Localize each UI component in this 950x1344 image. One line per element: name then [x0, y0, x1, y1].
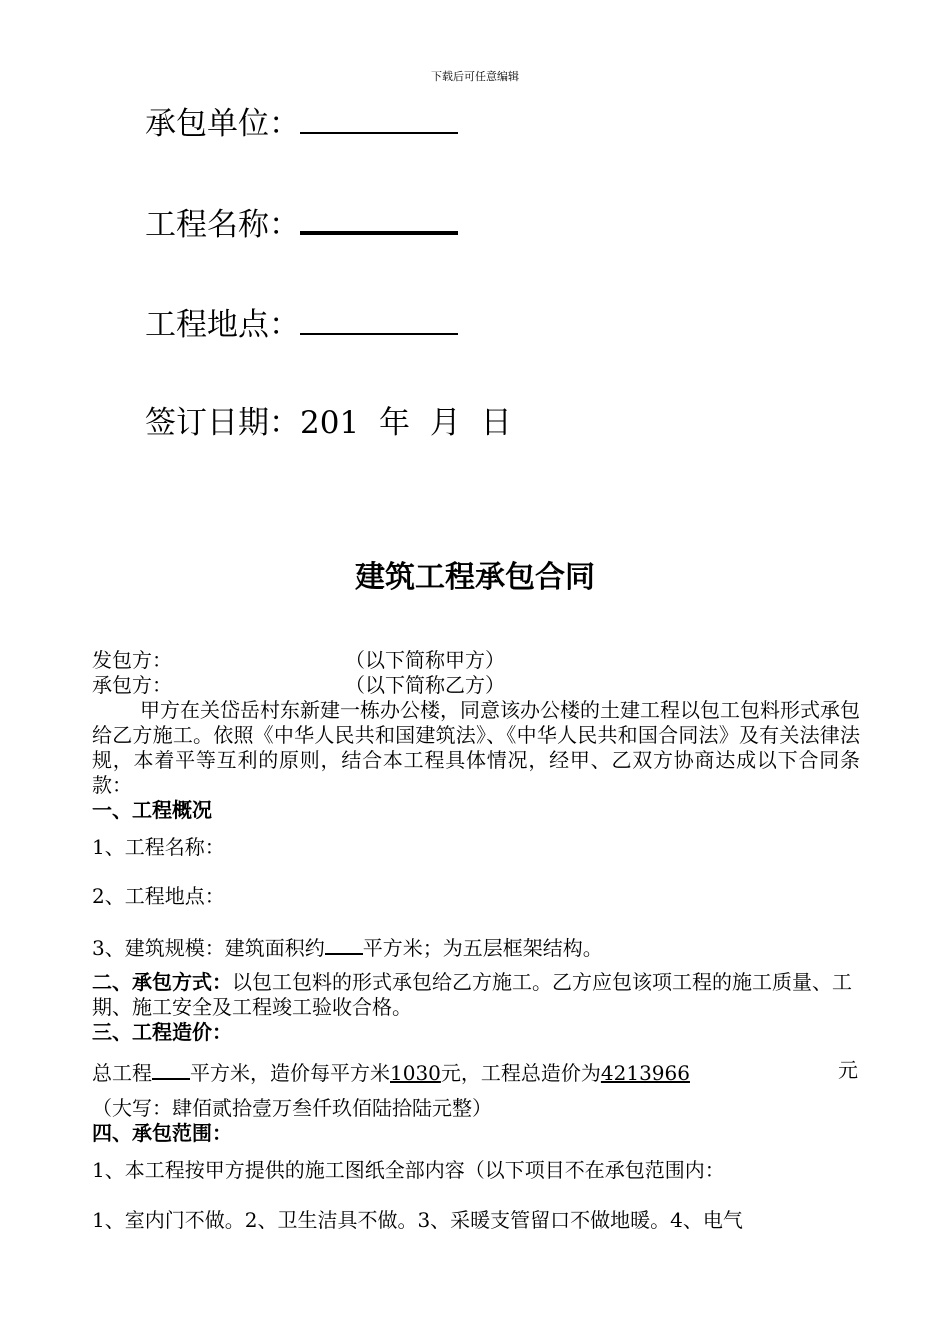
section1-item3-suffix: 平方米；为五层框架结构。 — [362, 936, 603, 960]
section3-price-line — [92, 1058, 731, 1086]
cover-project-name-blank — [300, 205, 458, 235]
employer-note: （以下简称甲方） — [345, 648, 505, 672]
section1-heading: 一、工程概况 — [92, 798, 212, 822]
area-blank — [325, 933, 363, 955]
cover-project-location-line — [145, 305, 458, 345]
document-title: 建筑工程承包合同 — [355, 560, 595, 595]
section2-heading: 二、承包方式： — [92, 970, 232, 994]
intro-paragraph: 甲方在关岱岳村东新建一栋办公楼，同意该办公楼的土建工程以包工包料形式承包给乙方施工。依照《中华人民共和国建筑法》、《中华人民共和国合同法》及有关法律法规，本着平等互利的原则，结合本工程具体情况，经甲、乙双方协商达成以下合同条款： — [92, 698, 860, 797]
section4-heading: 四、承包范围： — [92, 1121, 232, 1145]
cover-project-location-label: 工程地点： — [145, 307, 300, 343]
employer-label: 发包方： — [92, 648, 172, 672]
section1-item2: 2、工程地点： — [92, 884, 225, 908]
cover-sign-date: 签订日期：201 年 月 日 — [145, 405, 512, 441]
contractor-label: 承包方： — [92, 673, 172, 697]
section4-item1: 1、本工程按甲方提供的施工图纸全部内容（以下项目不在承包范围内： — [92, 1158, 725, 1182]
header-note: 下载后可任意编辑 — [431, 70, 519, 83]
section3-line-mid2: 元，工程总造价为 — [440, 1061, 601, 1085]
cover-contractor-label: 承包单位： — [145, 106, 300, 142]
unit-price: 1030 — [390, 1061, 441, 1085]
section1-item1: 1、工程名称： — [92, 835, 225, 859]
total-area-blank — [152, 1058, 190, 1080]
section3-line-mid1: 平方米，造价每平方米 — [190, 1061, 390, 1085]
section1-item3 — [92, 933, 603, 961]
section2-paragraph — [92, 970, 860, 1020]
total-price: 4213966 — [600, 1061, 690, 1085]
section2-text: 以包工包料的形式承包给乙方施工。乙方应包该项工程的施工质量、工期、施工安全及工程竣工验收合格。 — [92, 970, 852, 1019]
cover-contractor-line — [145, 104, 458, 144]
cover-project-location-blank — [300, 307, 458, 335]
cover-project-name-line — [145, 205, 458, 245]
cover-project-name-label: 工程名称： — [145, 207, 300, 243]
section3-capital: （大写：肆佰贰拾壹万叁仟玖佰陆拾陆元整） — [92, 1096, 492, 1120]
section4-item2: 1、室内门不做。2、卫生洁具不做。3、采暖支管留口不做地暖。4、电气 — [92, 1208, 743, 1232]
section1-item3-prefix: 3、建筑规模：建筑面积约 — [92, 936, 325, 960]
contractor-note: （以下简称乙方） — [345, 673, 505, 697]
cover-contractor-blank — [300, 106, 458, 134]
section3-line-prefix: 总工程 — [92, 1061, 152, 1085]
section3-line-suffix: 元 — [838, 1058, 858, 1082]
section3-heading: 三、工程造价： — [92, 1020, 232, 1044]
